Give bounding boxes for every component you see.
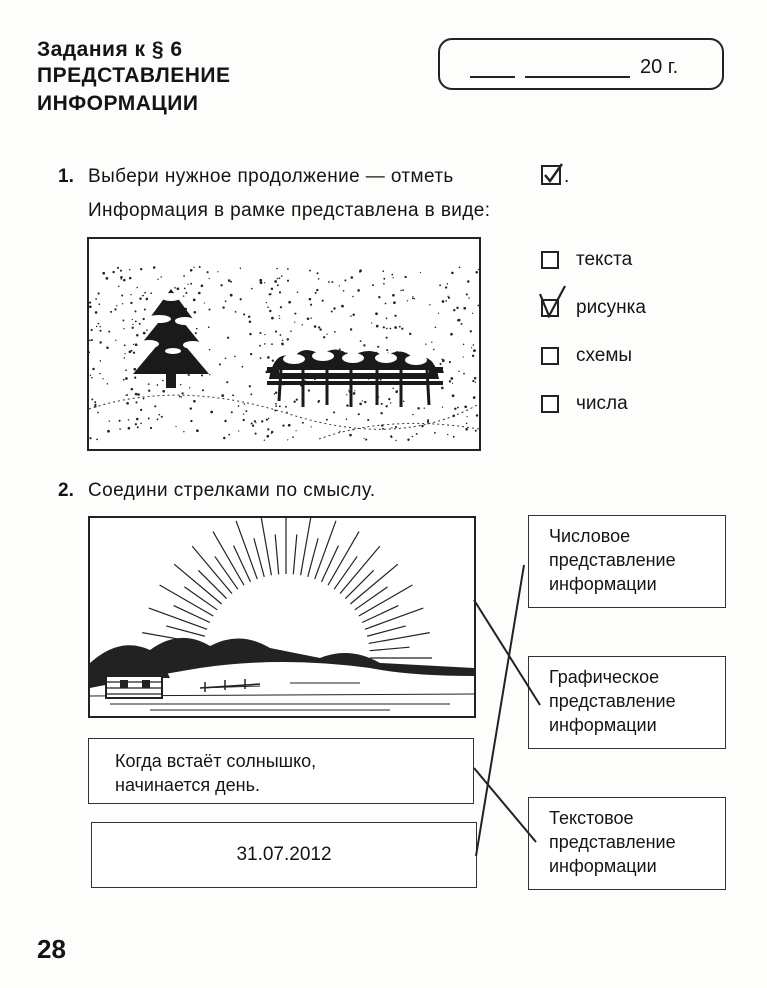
text-statement-line1: Когда встаёт солнышко, [115,751,317,771]
task1-number: 1. [58,166,74,187]
option-number-label: числа [576,393,628,414]
date-year-label: 20 г. [640,56,679,78]
graphic-box-line1: Графическое [549,667,660,687]
text-box-line2: представление [549,832,676,852]
text-statement-line2: начинается день. [115,775,260,795]
option-diagram-label: схемы [576,345,633,366]
task2-number: 2. [58,480,74,501]
line-text-to-textual [474,768,536,842]
line-picture-to-graphic [474,600,540,705]
task1-question: Информация в рамке представлена в виде: [88,200,491,221]
text-box-line1: Текстовое [549,808,634,828]
section-label: Задания к § 6 [37,38,183,61]
graphic-box-line3: информации [549,715,657,735]
page-number: 28 [37,934,66,964]
text-box-line3: информации [549,856,657,876]
task1-instruction: Выбери нужное продолжение — отметь [88,166,454,187]
line-number-to-numeric [476,565,524,856]
numeric-box-line1: Числовое [549,526,631,546]
option-picture-label: рисунка [576,297,646,318]
page-title-line2: ИНФОРМАЦИИ [37,92,199,115]
numeric-box-line2: представление [549,550,676,570]
numeric-box-line3: информации [549,574,657,594]
date-number-value: 31.07.2012 [236,844,332,865]
task2-instruction: Соедини стрелками по смыслу. [88,480,376,501]
page-title-line1: ПРЕДСТАВЛЕНИЕ [37,64,231,87]
option-text-label: текста [576,249,633,270]
graphic-box-line2: представление [549,691,676,711]
